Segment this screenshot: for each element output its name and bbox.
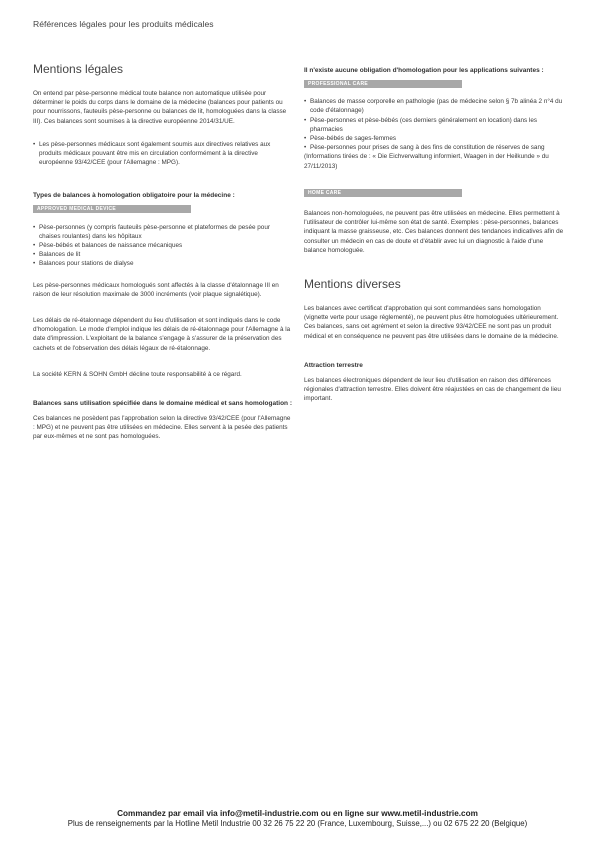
footer-hotline-line: Plus de renseignements par la Hotline Metil Industrie 00 32 26 75 22 20 (France, Luxembourg, Suisse,...) ou 02 675 22 20 (Belgique) [67,819,528,828]
attraction-heading: Attraction terrestre [304,361,363,369]
list-item: • Pèse-personnes (y compris fauteuils pèse-personne et plateformes de pesée pour chaises roulantes) dans les hôpitaux [33,223,292,241]
right-column [304,62,566,403]
info-source: (Informations tirées de : « Die Eichverwaltung informiert, Waagen in der Heilkunde » du 27/11/2013) [304,153,549,170]
list-item: • Balances de masse corporelle en pathologie (pas de médecine selon § 7b alinéa 2 n°4 du code d'étalonnage) [304,97,566,115]
professional-list [304,97,566,152]
list-item: • Pèse-bébés de sages-femmes [304,134,566,143]
page-footer [0,809,595,829]
home-care-paragraph: Balances non-homologuées, ne peuvent pas être utilisées en médecine. Elles permettent à l'utilisateur de contrôler lui-même son état de santé. Exemples : pèse-personnes, balances indiquant la masse graisseuse, etc. Ces balances donnent des tendances indicatives afin de consulter un médecin en cas de doute et d'établir avec lui un diagnostic à l'aide d'une balance homologuée. [304,210,564,254]
delais-paragraph: Les délais de ré-étalonnage dépendent du lieu d'utilisation et sont indiqués dans le code d'homologation. Le mode d'emploi indique les délais de ré-étalonnage pour l'Allemagne à la date d'impression. L'exploitant de la balance s'engage à s'assurer de la préservation des cachets et de l'observation des délais légaux de ré-étalonnage. [33,317,291,352]
list-item: • Balances de lit [33,250,292,259]
mentions-legales-heading: Mentions légales [33,62,124,76]
professional-care-tag: PROFESSIONAL CARE [304,80,462,88]
approved-medical-device-tag: APPROVED MEDICAL DEVICE [33,205,191,213]
list-item: • Pèse-bébés et balances de naissance mécaniques [33,241,292,250]
list-item: • Pèse-personnes et pèse-bébés (ces derniers généralement en location) dans les pharmacies [304,116,566,134]
approved-list [33,223,292,269]
diverses-paragraph: Les balances avec certificat d'approbation qui sont commandées sans homologation (vignette verte pour usage réglementé), ne peuvent plus être homologuées ultérieurement. Ces balances, sans cet agrément et selon la directive 93/42/CEE ne sont pas un produit médical et en conséquence ne peuvent pas être utilisées dans le domaine de la médecine. [304,305,559,340]
left-column [33,62,292,442]
attraction-paragraph: Les balances électroniques dépendent de leur lieu d'utilisation en raison des différences régionales d'attraction terrestre. Elles doivent être réajustées en cas de changement de lieu important. [304,376,561,403]
home-care-tag: HOME CARE [304,189,462,197]
list-item: • Pèse-personnes pour prises de sang à des fins de constitution de réserves de sang [304,143,566,152]
sans-homologation-paragraph: Ces balances ne posèdent pas l'approbation selon la directive 93/42/CEE (pour l'Allemagne : MPG) et ne peuvent pas être utilisées en médecine. Elles servent à la pesée des patients par eux-mêmes et ne sont pas homologuées. [33,415,291,441]
list-item: • Les pèse-personnes médicaux sont également soumis aux directives relatives aux produits médicaux pouvant être mis en circulation conformément à la directive européenne 93/42/CEE (pour l'Allemagne : MPG). [33,140,292,168]
mentions-diverses-heading: Mentions diverses [304,277,401,292]
directive-list [33,140,292,168]
class-paragraph: Les pèse-personnes médicaux homologués sont affectés à la classe d'étalonnage III en raison de leur résolution maximale de 3000 incréments (voir plaque signalétique). [33,281,279,298]
no-obligation-heading: Il n'existe aucune obligation d'homologation pour les applications suivantes : [304,67,544,74]
page-header-title: Références légales pour les produits médicales [33,19,214,29]
footer-order-line: Commandez par email via info@metil-industrie.com ou en ligne sur www.metil-industrie.com [117,809,478,818]
list-item: • Balances pour stations de dialyse [33,259,292,268]
sans-homologation-heading: Balances sans utilisation spécifiée dans le domaine médical et sans homologation : [33,400,292,408]
intro-paragraph: On entend par pèse-personne médical toute balance non automatique utilisée pour déterminer le poids du corps dans le domaine de la médecine (balances pour patients ou pour nourrissons, fauteuils pèse-personne ou balances de lit, homologuées dans la classe III). Ces balances sont soumises à la directive européenne 2014/31/UE. [33,90,287,125]
kern-paragraph: La société KERN & SOHN GmbH décline toute responsabilité à ce régard. [33,370,242,378]
types-heading: Types de balances à homologation obligatoire pour la médecine : [33,192,235,200]
